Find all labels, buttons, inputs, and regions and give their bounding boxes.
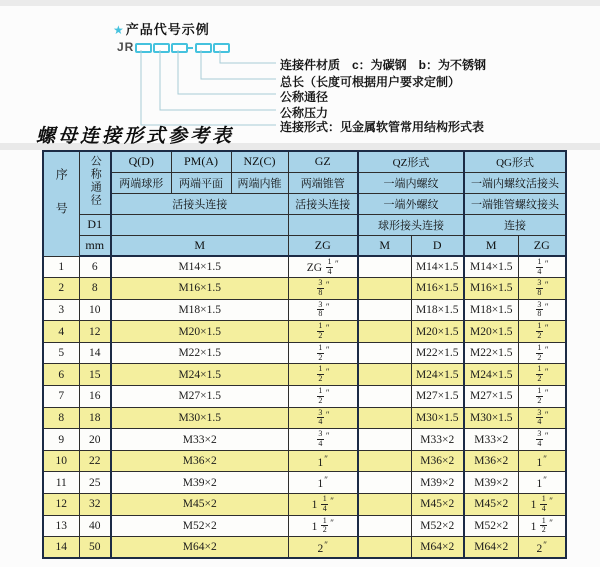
code-dash (186, 47, 193, 49)
cell-dn: 22 (79, 450, 111, 472)
table-row (43, 256, 566, 278)
cell-gz: 1 $\frac{1}{4}$ ″ (288, 494, 358, 516)
cell-m: M20×1.5 (111, 321, 288, 343)
header-q: Q(D) (111, 151, 171, 172)
cell-m: M27×1.5 (111, 386, 288, 408)
cell-gz: $\frac{1}{2}$ ″ (288, 386, 358, 408)
cell-dn: 18 (79, 407, 111, 429)
table-row (43, 321, 566, 343)
cell-qg-m: M27×1.5 (464, 386, 518, 408)
cell-gz: $\frac{3}{4}$ ″ (288, 429, 358, 451)
cell-qz-d: M22×1.5 (411, 342, 464, 364)
cell-qz-d: M16×1.5 (411, 278, 464, 300)
cell-dn: 40 (79, 515, 111, 537)
header-empty-2 (288, 214, 358, 235)
header-row-5 (43, 235, 566, 256)
cell-qg-m: M64×2 (464, 537, 518, 559)
table-row (43, 386, 566, 408)
cell-qg-m: M22×1.5 (464, 342, 518, 364)
header-union-conn: 活接头连接 (111, 193, 288, 214)
cell-qz-m (358, 429, 411, 451)
cell-dn: 20 (79, 429, 111, 451)
header-mm: mm (79, 235, 111, 256)
header-row-4 (43, 214, 566, 235)
cell-qz-d: M20×1.5 (411, 321, 464, 343)
cell-qz-d: M14×1.5 (411, 256, 464, 278)
cell-m: M36×2 (111, 450, 288, 472)
code-box-4 (195, 43, 212, 53)
cell-qg-zg: 1″ (518, 472, 566, 494)
header-nz: NZ(C) (231, 151, 288, 172)
nut-connection-table (42, 150, 567, 559)
cell-qg-m: M45×2 (464, 494, 518, 516)
label-pressure: 公称压力 (280, 105, 329, 120)
diagram-heading-text: 产品代号示例 (125, 22, 210, 37)
cell-qz-m (358, 278, 411, 300)
cell-seq: 12 (43, 494, 79, 516)
header-qg: QG形式 (464, 151, 566, 172)
page-title: 螺母连接形式参考表 (36, 126, 235, 147)
cell-qz-d: M39×2 (411, 472, 464, 494)
cell-qg-m: M39×2 (464, 472, 518, 494)
cell-seq: 8 (43, 407, 79, 429)
cell-dn: 15 (79, 364, 111, 386)
header-qg-inner: 一端内螺纹活接头 (464, 172, 566, 193)
cell-qz-d: M45×2 (411, 494, 464, 516)
header-empty-1 (111, 214, 288, 235)
cell-qz-m (358, 364, 411, 386)
cell-m: M30×1.5 (111, 407, 288, 429)
cell-seq: 2 (43, 278, 79, 300)
header-qg-conn: 连接 (464, 214, 566, 235)
cell-qz-m (358, 515, 411, 537)
header-pm: PM(A) (171, 151, 231, 172)
cell-m: M16×1.5 (111, 278, 288, 300)
cell-qz-d: M33×2 (411, 429, 464, 451)
table-row (43, 364, 566, 386)
table-row (43, 537, 566, 559)
cell-qg-zg: $\frac{3}{8}$ ″ (518, 299, 566, 321)
cell-gz: 2″ (288, 537, 358, 559)
star-icon: ★ (113, 23, 125, 37)
cell-seq: 10 (43, 450, 79, 472)
cell-m: M64×2 (111, 537, 288, 559)
cell-dn: 14 (79, 342, 111, 364)
table-row (43, 450, 566, 472)
cell-qz-d: M27×1.5 (411, 386, 464, 408)
header-qg-zg: ZG (518, 235, 566, 256)
cell-qz-m (358, 407, 411, 429)
code-box-5 (213, 43, 230, 53)
table-row (43, 299, 566, 321)
header-qz-outer: 一端外螺纹 (358, 193, 464, 214)
cell-qz-m (358, 472, 411, 494)
cell-seq: 5 (43, 342, 79, 364)
cell-qg-zg: $\frac{1}{2}$ ″ (518, 321, 566, 343)
cell-qg-zg: 1 $\frac{1}{2}$ ″ (518, 515, 566, 537)
cell-qg-zg: $\frac{1}{4}$ ″ (518, 256, 566, 278)
cell-qg-m: M24×1.5 (464, 364, 518, 386)
cell-qg-m: M33×2 (464, 429, 518, 451)
cell-qg-zg: $\frac{1}{2}$ ″ (518, 364, 566, 386)
cell-seq: 1 (43, 256, 79, 278)
table-body (43, 256, 566, 558)
cell-qg-zg: 1″ (518, 450, 566, 472)
table-row (43, 472, 566, 494)
cell-seq: 9 (43, 429, 79, 451)
cell-gz: 1 $\frac{1}{2}$ ″ (288, 515, 358, 537)
header-row-1 (43, 151, 566, 172)
cell-qg-m: M14×1.5 (464, 256, 518, 278)
cell-gz: ZG $\frac{1}{4}$ ″ (288, 256, 358, 278)
header-qz-m: M (358, 235, 411, 256)
code-box-1 (135, 43, 152, 53)
cell-m: M52×2 (111, 515, 288, 537)
cell-dn: 6 (79, 256, 111, 278)
header-qz-conn: 球形接头连接 (358, 214, 464, 235)
cell-m: M18×1.5 (111, 299, 288, 321)
cell-dn: 8 (79, 278, 111, 300)
cell-dn: 25 (79, 472, 111, 494)
header-row-2 (43, 172, 566, 193)
cell-qz-d: M24×1.5 (411, 364, 464, 386)
table-row (43, 515, 566, 537)
cell-qz-m (358, 256, 411, 278)
cell-m: M22×1.5 (111, 342, 288, 364)
cell-qg-zg: $\frac{3}{4}$ ″ (518, 407, 566, 429)
cell-m: M14×1.5 (111, 256, 288, 278)
header-qz-inner: 一端内螺纹 (358, 172, 464, 193)
cell-qz-d: M52×2 (411, 515, 464, 537)
top-gray-band (0, 0, 600, 6)
cell-qz-d: M18×1.5 (411, 299, 464, 321)
label-material: 连接件材质 c：为碳钢 b：为不锈钢 (280, 58, 487, 72)
diagram-heading (113, 19, 210, 38)
cell-seq: 11 (43, 472, 79, 494)
cell-gz: 1″ (288, 472, 358, 494)
cell-seq: 13 (43, 515, 79, 537)
cell-seq: 6 (43, 364, 79, 386)
cell-qg-zg: $\frac{3}{4}$ ″ (518, 429, 566, 451)
table-row (43, 429, 566, 451)
header-gz: GZ (288, 151, 358, 172)
header-qz-d: D (411, 235, 464, 256)
cell-qz-m (358, 450, 411, 472)
cell-m: M24×1.5 (111, 364, 288, 386)
table-row (43, 342, 566, 364)
header-gz-conn: 活接头连接 (288, 193, 358, 214)
cell-gz: 1″ (288, 450, 358, 472)
header-nz-sub: 两端内锥 (231, 172, 288, 193)
cell-dn: 10 (79, 299, 111, 321)
cell-qz-d: M36×2 (411, 450, 464, 472)
cell-seq: 4 (43, 321, 79, 343)
cell-gz: $\frac{1}{2}$ ″ (288, 342, 358, 364)
cell-qg-zg: 1 $\frac{1}{4}$ ″ (518, 494, 566, 516)
product-code-prefix: JR (117, 40, 135, 54)
cell-gz: $\frac{1}{2}$ ″ (288, 364, 358, 386)
cell-qg-m: M16×1.5 (464, 278, 518, 300)
cell-dn: 50 (79, 537, 111, 559)
header-zg: ZG (288, 235, 358, 256)
cell-qz-m (358, 321, 411, 343)
cell-gz: $\frac{3}{8}$ ″ (288, 299, 358, 321)
cell-qz-m (358, 494, 411, 516)
header-q-sub: 两端球形 (111, 172, 171, 193)
cell-qg-m: M36×2 (464, 450, 518, 472)
table-row (43, 278, 566, 300)
cell-seq: 3 (43, 299, 79, 321)
cell-qz-m (358, 342, 411, 364)
header-qz: QZ形式 (358, 151, 464, 172)
cell-dn: 32 (79, 494, 111, 516)
cell-qg-zg: 2″ (518, 537, 566, 559)
header-pm-sub: 两端平面 (171, 172, 231, 193)
header-qg-m: M (464, 235, 518, 256)
table-row (43, 407, 566, 429)
label-conn-form: 连接形式：见金属软管常用结构形式表 (280, 120, 485, 134)
cell-qg-m: M18×1.5 (464, 299, 518, 321)
cell-gz: $\frac{3}{4}$ ″ (288, 407, 358, 429)
label-diameter: 公称通径 (280, 90, 329, 104)
cell-seq: 7 (43, 386, 79, 408)
cell-gz: $\frac{3}{8}$ ″ (288, 278, 358, 300)
table-row (43, 494, 566, 516)
header-diameter: 公称通径 (79, 151, 111, 214)
cell-m: M39×2 (111, 472, 288, 494)
header-m: M (111, 235, 288, 256)
header-qg-taper: 一端锥管螺纹接头 (464, 193, 566, 214)
cell-qg-m: M52×2 (464, 515, 518, 537)
header-row-3 (43, 193, 566, 214)
cell-dn: 16 (79, 386, 111, 408)
cell-qz-d: M64×2 (411, 537, 464, 559)
cell-m: M45×2 (111, 494, 288, 516)
cell-gz: $\frac{1}{2}$ ″ (288, 321, 358, 343)
cell-m: M33×2 (111, 429, 288, 451)
cell-seq: 14 (43, 537, 79, 559)
cell-qg-m: M20×1.5 (464, 321, 518, 343)
cell-qz-m (358, 537, 411, 559)
cell-qg-zg: $\frac{3}{8}$ ″ (518, 278, 566, 300)
header-d1: D1 (79, 214, 111, 235)
cell-qg-zg: $\frac{1}{2}$ ″ (518, 386, 566, 408)
code-box-2 (153, 43, 170, 53)
cell-dn: 12 (79, 321, 111, 343)
label-length: 总长（长度可根据用户要求定制） (280, 74, 461, 89)
cell-qz-m (358, 386, 411, 408)
cell-qz-m (358, 299, 411, 321)
cell-qz-d: M30×1.5 (411, 407, 464, 429)
header-gz-sub: 两端锥管 (288, 172, 358, 193)
cell-qg-m: M30×1.5 (464, 407, 518, 429)
cell-qg-zg: $\frac{1}{2}$ ″ (518, 342, 566, 364)
header-seq: 序号 (43, 151, 79, 256)
